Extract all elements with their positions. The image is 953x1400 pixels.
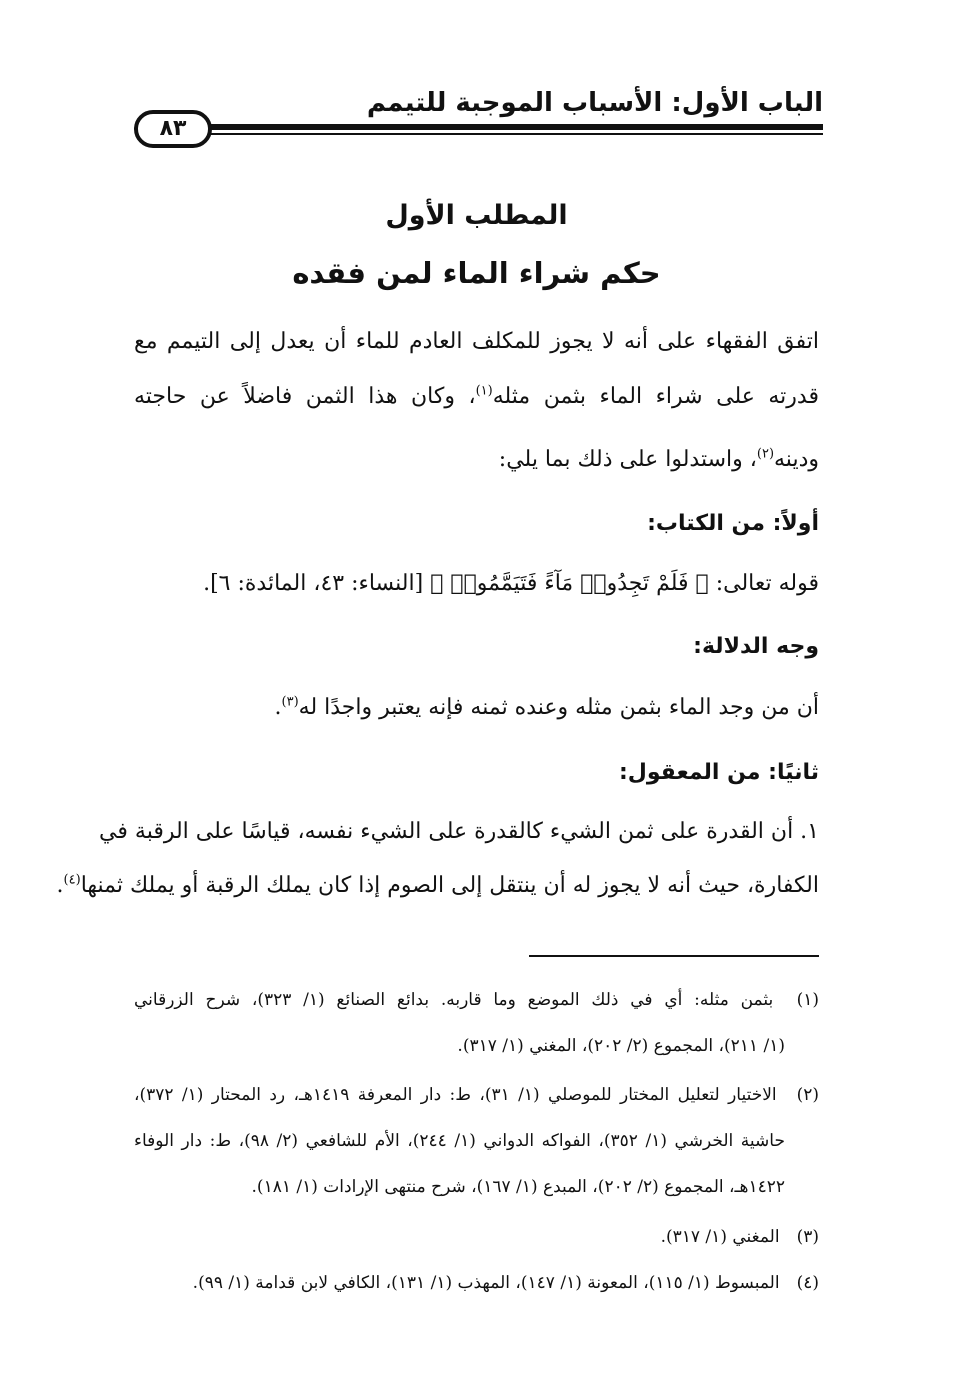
text-run: ، واستدلوا على ذلك بما يلي: <box>498 447 757 472</box>
reason-line <box>56 866 819 906</box>
subheading-from-reason: ثانيًا: من المعقول: <box>618 760 819 785</box>
footnote-number: (٣) <box>796 1227 819 1247</box>
text-run: الكفارة، حيث أنه لا يجوز له أن ينتقل إلى الصوم إذا كان يملك الرقبة أو يملك ثمنها <box>80 873 819 898</box>
footnote-text: الاختيار لتعليل المختار للموصلي (١/ ٣١)، ط: دار المعرفة ١٤١٩هـ، رد المحتار (١/ ٣٧٢)، <box>134 1085 777 1105</box>
footnote-number: (٢) <box>796 1085 820 1105</box>
footnote-2-cont: ١٤٢٢هـ، المجموع (٢/ ٢٠٢)، المبدع (١/ ١٦٧)، شرح منتهى الإرادات (١/ ١٨١). <box>251 1177 785 1197</box>
footnote-number: (٤) <box>796 1273 819 1293</box>
paragraph-line <box>134 377 819 417</box>
text-run: ودينه <box>774 447 819 472</box>
subheading-evidence: وجه الدلالة: <box>693 634 819 659</box>
text-run: أن من وجد الماء بثمن مثله وعنده ثمنه فإنه يعتبر واجدًا له <box>298 695 819 720</box>
footnote-text: المغني (١/ ٣١٧). <box>660 1227 780 1247</box>
footnote-1-cont: (١/ ٢١١)، المجموع (٢/ ٢٠٢)، المغني (١/ ٣١٧). <box>457 1036 785 1056</box>
footnote-separator <box>529 955 819 957</box>
page-number: ٨٣ <box>159 116 187 141</box>
text-run: اتفق الفقهاء على أنه لا يجوز للمكلف العادم للماء أن يعدل إلى التيمم مع <box>134 329 819 354</box>
footnote-2 <box>134 1080 819 1110</box>
quran-verse: قوله تعالى: ﴿ فَلَمْ تَجِدُوا۟ مَآءً فَتَيَمَّمُوا۟ ﴾ [النساء: ٤٣، المائدة: ٦]. <box>203 571 819 596</box>
footnote-text: بثمن مثله: أي في ذلك الموضع وما قاربه. بدائع الصنائع (١/ ٣٢٣)، شرح الزرقاني <box>134 990 774 1010</box>
header-rule-thick <box>200 124 823 130</box>
footnote-ref-3[interactable]: (٣) <box>281 694 299 710</box>
footnote-text: المبسوط (١/ ١١٥)، المعونة (١/ ١٤٧)، المهذب (١/ ١٣١)، الكافي لابن قدامة (١/ ٩٩). <box>192 1273 780 1293</box>
paragraph-line <box>499 440 819 480</box>
page-number-frame <box>134 110 212 148</box>
text-run: ١. أن القدرة على ثمن الشيء كالقدرة على الشيء نفسه، قياسًا على الرقبة في <box>99 819 819 844</box>
footnote-2-cont: حاشية الخرشي (١/ ٣٥٢)، الفواكه الدواني (١/ ٢٤٤)، الأم للشافعي (٢/ ٩٨)، ط: دار الوفاء <box>134 1131 785 1151</box>
text-run: . <box>56 873 64 898</box>
footnote-ref-4[interactable]: (٤) <box>63 872 81 888</box>
text-run: ، وكان هذا الثمن فاضلاً عن حاجته <box>134 384 476 409</box>
running-head: الباب الأول: الأسباب الموجبة للتيمم <box>366 88 823 118</box>
text-run: قدرته على شراء الماء بثمن مثله <box>492 384 819 409</box>
header-rule-thin <box>200 133 823 135</box>
reason-line <box>99 812 819 852</box>
footnote-1 <box>134 985 819 1015</box>
section-heading: المطلب الأول <box>385 200 568 231</box>
paragraph-line <box>134 322 819 362</box>
footnote-ref-2[interactable]: (٢) <box>756 446 775 462</box>
footnote-ref-1[interactable]: (١) <box>475 383 493 399</box>
text-run: . <box>274 695 282 720</box>
footnote-3 <box>661 1222 819 1252</box>
footnote-4 <box>193 1268 819 1298</box>
section-title: حكم شراء الماء لمن فقده <box>292 256 661 290</box>
evidence-line <box>275 688 819 728</box>
footnote-number: (١) <box>796 990 820 1010</box>
subheading-from-book: أولاً: من الكتاب: <box>647 511 819 536</box>
verse-line <box>203 564 819 604</box>
